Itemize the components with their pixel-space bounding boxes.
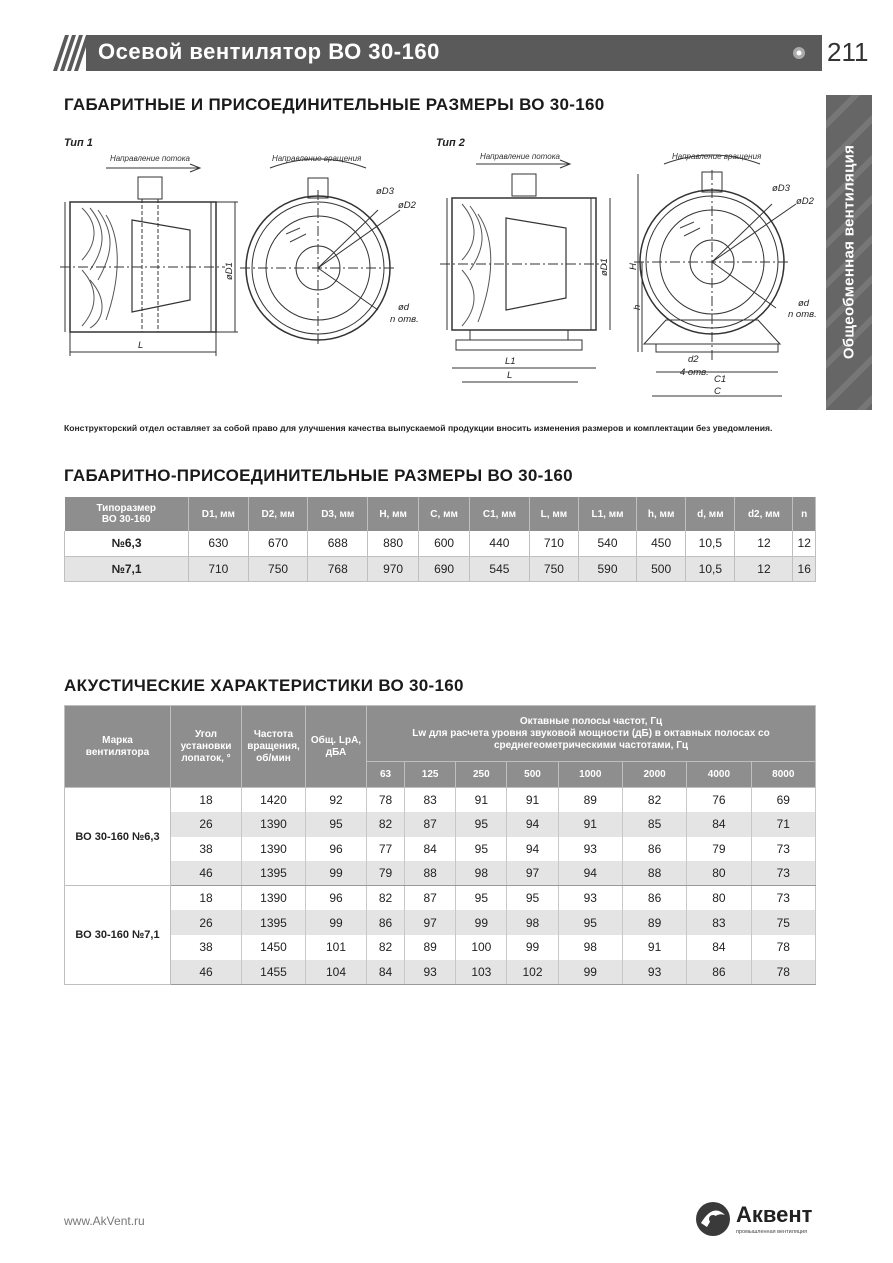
acoustics-cell: 86	[622, 837, 686, 862]
corner-line-1: Типоразмер	[96, 503, 157, 514]
dims-cell: 450	[636, 531, 685, 556]
acoustics-cell: 96	[306, 837, 367, 862]
acoustics-cell: 94	[558, 861, 622, 886]
h-lpa-line: дБА	[325, 746, 347, 758]
acoustics-cell: 94	[507, 812, 558, 837]
acoustics-cell: 93	[622, 960, 686, 985]
model-name: ВО 30-160 №6,3	[65, 788, 171, 886]
acoustics-cell: 83	[687, 910, 751, 935]
acoustics-cell: 76	[687, 788, 751, 813]
acoustics-cell: 85	[622, 812, 686, 837]
acoustics-cell: 87	[405, 812, 456, 837]
section-title-connection-dims: ГАБАРИТНО-ПРИСОЕДИНИТЕЛЬНЫЕ РАЗМЕРЫ ВО 30-160	[64, 466, 573, 485]
acoustics-cell: 92	[306, 788, 367, 813]
acoustics-cell: 99	[558, 960, 622, 985]
col-header: D3, мм	[308, 497, 368, 531]
col-header: L1, мм	[579, 497, 637, 531]
acoustics-cell: 71	[751, 812, 815, 837]
logo-text: Аквент	[736, 1202, 813, 1227]
dim-L-type2: L	[507, 370, 513, 381]
h-octave-line: Lw для расчета уровня звуковой мощности (дБ) в октавных полосах со	[412, 727, 770, 739]
h-lpa	[306, 706, 367, 788]
h-freq	[242, 706, 306, 788]
acoustics-cell: 86	[687, 960, 751, 985]
acoustics-cell: 98	[456, 861, 507, 886]
acoustics-cell: 1395	[242, 910, 306, 935]
h-octave-line: Октавные полосы частот, Гц	[519, 715, 663, 727]
dims-row	[65, 556, 816, 581]
acoustics-cell: 82	[367, 812, 405, 837]
acoustics-cell: 18	[171, 788, 242, 813]
acoustics-cell: 93	[558, 886, 622, 911]
acoustics-cell: 78	[751, 935, 815, 960]
acoustics-cell: 1395	[242, 861, 306, 886]
col-header: n	[793, 497, 816, 531]
acoustics-cell: 99	[306, 910, 367, 935]
acoustics-cell: 86	[367, 910, 405, 935]
acoustics-cell: 79	[367, 861, 405, 886]
acoustics-cell: 99	[456, 910, 507, 935]
dims-cell: 545	[470, 556, 530, 581]
acoustics-cell: 84	[367, 960, 405, 985]
acoustics-cell: 96	[306, 886, 367, 911]
h-model	[65, 706, 171, 788]
col-header: d2, мм	[735, 497, 793, 531]
col-header: h, мм	[636, 497, 685, 531]
dims-cell: 710	[529, 531, 578, 556]
dim-D3-type1: øD3	[376, 186, 394, 197]
acoustics-row	[65, 886, 816, 911]
dim-d-type2: ød	[798, 298, 810, 309]
acoustics-cell: 91	[558, 812, 622, 837]
acoustics-cell: 86	[622, 886, 686, 911]
dims-cell: 10,5	[686, 556, 735, 581]
col-header: C, мм	[419, 497, 470, 531]
dims-cell: 12	[735, 531, 793, 556]
h-freq-line: Частота	[253, 728, 294, 740]
dim-D3-type2: øD3	[772, 183, 790, 194]
acoustics-cell: 91	[507, 788, 558, 813]
page-title: Осевой вентилятор ВО 30-160	[98, 39, 440, 64]
acoustics-cell: 77	[367, 837, 405, 862]
section-title-acoustics: АКУСТИЧЕСКИЕ ХАРАКТЕРИСТИКИ ВО 30-160	[64, 676, 464, 695]
acoustics-cell: 88	[622, 861, 686, 886]
dims-cell: 12	[793, 531, 816, 556]
dims-cell: 16	[793, 556, 816, 581]
acoustics-row	[65, 910, 816, 935]
acoustics-cell: 18	[171, 886, 242, 911]
h-angle-line: лопаток, °	[181, 752, 231, 764]
dim-n-holes-type2: n отв.	[788, 309, 817, 320]
acoustics-cell: 1390	[242, 886, 306, 911]
page-header	[0, 35, 893, 71]
technical-drawings	[60, 130, 820, 415]
side-tab-label: Общеобменная вентиляция	[840, 144, 858, 360]
acoustics-cell: 95	[456, 886, 507, 911]
dims-cell: 750	[529, 556, 578, 581]
dim-D2-type2: øD2	[796, 196, 814, 207]
col-header: d, мм	[686, 497, 735, 531]
dims-corner-header	[65, 497, 189, 531]
acoustics-cell: 84	[687, 812, 751, 837]
dims-cell: 710	[189, 556, 249, 581]
acoustics-cell: 100	[456, 935, 507, 960]
model-name: ВО 30-160 №7,1	[65, 886, 171, 984]
acoustics-cell: 82	[367, 935, 405, 960]
acoustics-cell: 80	[687, 886, 751, 911]
acoustics-cell: 1390	[242, 837, 306, 862]
acoustics-cell: 91	[622, 935, 686, 960]
h-freq-line: об/мин	[256, 752, 291, 764]
acoustics-cell: 89	[405, 935, 456, 960]
acoustics-cell: 73	[751, 861, 815, 886]
acoustics-cell: 46	[171, 960, 242, 985]
h-angle-line: Угол	[194, 728, 218, 740]
dim-D1-type1: øD1	[224, 262, 235, 280]
dim-d-type1: ød	[398, 302, 410, 313]
acoustics-cell: 97	[405, 910, 456, 935]
acoustics-cell: 89	[622, 910, 686, 935]
band-header: 250	[456, 762, 507, 788]
acoustics-cell: 78	[367, 788, 405, 813]
type1-label: Тип 1	[64, 137, 93, 149]
band-header: 1000	[558, 762, 622, 788]
dim-L-type1: L	[138, 340, 144, 351]
dim-4-holes-type2: 4 отв.	[680, 367, 709, 378]
acoustics-body	[65, 788, 816, 985]
h-octave-line: среднегеометрическими частотами, Гц	[493, 739, 689, 751]
h-angle-line: установки	[180, 740, 232, 752]
acoustics-cell: 73	[751, 886, 815, 911]
dims-cell: 670	[248, 531, 308, 556]
band-header: 500	[507, 762, 558, 788]
dims-cell: 688	[308, 531, 368, 556]
acoustics-cell: 95	[306, 812, 367, 837]
acoustics-cell: 38	[171, 935, 242, 960]
dims-cell: 768	[308, 556, 368, 581]
h-lpa-line: Общ. LpA,	[310, 734, 362, 746]
band-header: 2000	[622, 762, 686, 788]
acoustics-cell: 95	[456, 812, 507, 837]
band-header: 125	[405, 762, 456, 788]
acoustics-header-row-1	[65, 706, 816, 762]
dims-cell: 750	[248, 556, 308, 581]
h-freq-line: вращения,	[247, 740, 300, 752]
acoustics-row	[65, 788, 816, 813]
acoustics-cell: 89	[558, 788, 622, 813]
acoustics-cell: 102	[507, 960, 558, 985]
dims-cell: 600	[419, 531, 470, 556]
dims-cell: 440	[470, 531, 530, 556]
acoustics-cell: 80	[687, 861, 751, 886]
dims-row-name: №7,1	[65, 556, 189, 581]
acoustics-cell: 93	[405, 960, 456, 985]
acoustics-row	[65, 935, 816, 960]
acoustics-row	[65, 837, 816, 862]
h-model-line: Марка	[102, 734, 133, 746]
type2-label: Тип 2	[436, 137, 465, 149]
h-angle	[171, 706, 242, 788]
dims-cell: 590	[579, 556, 637, 581]
band-header: 4000	[687, 762, 751, 788]
dims-cell: 10,5	[686, 531, 735, 556]
acoustics-cell: 95	[456, 837, 507, 862]
acoustics-cell: 98	[558, 935, 622, 960]
dim-H-type2: H	[628, 263, 639, 270]
col-header: H, мм	[368, 497, 419, 531]
acoustics-cell: 88	[405, 861, 456, 886]
acoustics-cell: 46	[171, 861, 242, 886]
acoustics-cell: 73	[751, 837, 815, 862]
acoustics-cell: 75	[751, 910, 815, 935]
footer-url: www.AkVent.ru	[64, 1214, 145, 1228]
acoustics-cell: 1450	[242, 935, 306, 960]
acoustics-cell: 101	[306, 935, 367, 960]
acoustics-cell: 98	[507, 910, 558, 935]
acoustics-cell: 87	[405, 886, 456, 911]
page-number: 211	[827, 37, 869, 67]
dim-n-holes-type1: n отв.	[390, 314, 419, 325]
acoustics-cell: 26	[171, 910, 242, 935]
section-title-dimensions: ГАБАРИТНЫЕ И ПРИСОЕДИНИТЕЛЬНЫЕ РАЗМЕРЫ ВО 30-160	[64, 95, 605, 114]
dims-cell: 540	[579, 531, 637, 556]
acoustics-cell: 97	[507, 861, 558, 886]
rotation-direction-label-1: Направление вращения	[272, 154, 362, 163]
acoustics-cell: 83	[405, 788, 456, 813]
dims-cell: 630	[189, 531, 249, 556]
acoustics-cell: 79	[687, 837, 751, 862]
acoustics-cell: 38	[171, 837, 242, 862]
acoustics-cell: 99	[507, 935, 558, 960]
acoustics-table	[64, 705, 816, 985]
dim-L1-type2: L1	[505, 356, 516, 367]
acoustics-cell: 78	[751, 960, 815, 985]
dims-row-name: №6,3	[65, 531, 189, 556]
acoustics-cell: 104	[306, 960, 367, 985]
corner-line-2: ВО 30-160	[101, 514, 151, 525]
acoustics-cell: 103	[456, 960, 507, 985]
h-octave	[367, 706, 816, 762]
dims-row	[65, 531, 816, 556]
dimensions-table	[64, 497, 816, 582]
acoustics-cell: 26	[171, 812, 242, 837]
brand-mark-icon	[792, 46, 806, 60]
band-header: 8000	[751, 762, 815, 788]
acoustics-cell: 82	[367, 886, 405, 911]
dims-cell: 970	[368, 556, 419, 581]
logo-subtitle: промышленная вентиляция	[736, 1229, 808, 1235]
dimensions-header-row	[65, 497, 816, 531]
acoustics-cell: 95	[507, 886, 558, 911]
acoustics-row	[65, 960, 816, 985]
col-header: L, мм	[529, 497, 578, 531]
dim-h-type2: h	[632, 304, 643, 310]
dims-cell: 880	[368, 531, 419, 556]
acoustics-row	[65, 812, 816, 837]
header-stripes-decoration	[50, 35, 90, 71]
dims-cell: 12	[735, 556, 793, 581]
acoustics-cell: 1390	[242, 812, 306, 837]
flow-direction-label-1: Направление потока	[110, 154, 190, 163]
dim-d2-type2: d2	[688, 354, 699, 365]
acoustics-cell: 94	[507, 837, 558, 862]
rotation-direction-label-2: Направление вращения	[672, 152, 762, 161]
acoustics-cell: 84	[687, 935, 751, 960]
col-header: D2, мм	[248, 497, 308, 531]
acoustics-cell: 69	[751, 788, 815, 813]
dim-D2-type1: øD2	[398, 200, 416, 211]
dim-C-type2: C	[714, 386, 721, 397]
col-header: D1, мм	[189, 497, 249, 531]
acoustics-cell: 84	[405, 837, 456, 862]
band-header: 63	[367, 762, 405, 788]
acoustics-cell: 95	[558, 910, 622, 935]
dim-C1-type2: C1	[714, 374, 727, 385]
acoustics-cell: 91	[456, 788, 507, 813]
disclaimer-note: Конструкторский отдел оставляет за собой право для улучшения качества выпускаемой продукции вносить изменения размеров и комплектации без уведомления.	[64, 423, 773, 433]
acoustics-cell: 1420	[242, 788, 306, 813]
acoustics-row	[65, 861, 816, 886]
dims-cell: 500	[636, 556, 685, 581]
acoustics-cell: 93	[558, 837, 622, 862]
flow-direction-label-2: Направление потока	[480, 152, 560, 161]
dimensions-body	[65, 531, 816, 581]
acoustics-cell: 82	[622, 788, 686, 813]
dim-D1-type2: øD1	[599, 258, 610, 276]
col-header: C1, мм	[470, 497, 530, 531]
acoustics-cell: 1455	[242, 960, 306, 985]
h-model-line: вентилятора	[85, 746, 150, 758]
acoustics-cell: 99	[306, 861, 367, 886]
dims-cell: 690	[419, 556, 470, 581]
